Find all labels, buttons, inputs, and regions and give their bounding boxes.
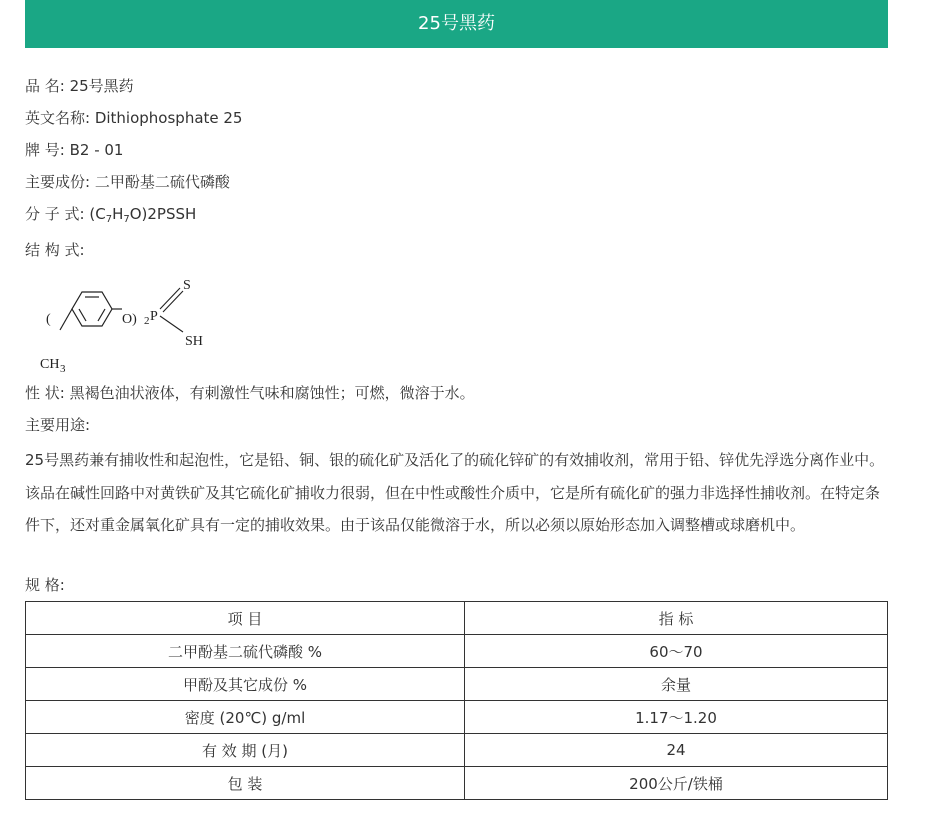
spec-table [25,601,888,800]
benzene-ring [72,292,112,326]
formula-h-subscript: 7 [123,214,130,225]
main-component: 主要成份: 二甲酚基二硫代磷酸 [25,173,230,191]
single-bond-sh [160,316,183,332]
product-name: 品 名: 25号黑药 [25,77,134,95]
formula-c-subscript: 7 [105,214,113,225]
appearance-properties: 性 状: 黑褐色油状液体，有刺激性气味和腐蚀性；可燃，微溶于水。 [25,384,475,402]
molecular-formula [25,204,196,224]
double-bond-b [163,291,183,312]
table-header-row [26,602,888,635]
methyl-bond [60,309,72,330]
table-row [26,635,888,668]
table-row [26,734,888,767]
structure-label: 结 构 式: [25,241,85,259]
structural-formula-diagram [25,272,225,380]
uses-text: 25号黑药兼有捕收性和起泡性，它是铅、铜、银的硫化矿及活化了的硫化锌矿的有效捕收剂，常用于铅、锌优先浮选分离作业中。该品在碱性回路中对黄铁矿及其它硫化矿捕收力很弱，但在中性或酸性介质中，它是所有硫化矿的强力非选择性捕收剂。在特定条件下，还对重金属氧化矿具有一定的捕收效果。由于该品仅能微溶于水，所以必须以原始形态加入调整槽或球磨机中。 [25,451,885,534]
methyl-c: CH [40,357,60,372]
row-item: 包 装 [26,767,465,800]
sulfhydryl-group: SH [185,334,203,349]
formula-prefix: 分 子 式: (C [25,205,106,223]
grade-number: 牌 号: B2 - 01 [25,141,124,159]
table-row [26,701,888,734]
sulfur-double: S [183,278,191,293]
header-value: 指 标 [465,602,888,635]
uses-label: 主要用途: [25,416,91,434]
row-value: 1.17～1.20 [465,701,888,734]
phosphorus-atom: P [150,309,158,324]
row-value: 余量 [465,668,888,701]
table-row [26,668,888,701]
methyl-subscript: 3 [60,363,66,375]
page-title: 25号黑药 [25,0,888,48]
oxygen-group: O) [122,312,137,327]
row-value: 60～70 [465,635,888,668]
row-item: 密度 (20℃) g/ml [26,701,465,734]
table-row [26,767,888,800]
formula-h: H [112,205,124,223]
open-parenthesis: ( [46,312,51,327]
row-value: 24 [465,734,888,767]
spec-label: 规 格: [25,576,65,594]
header-item: 项 目 [26,602,465,635]
english-name: 英文名称: Dithiophosphate 25 [25,109,243,127]
row-value: 200公斤/铁桶 [465,767,888,800]
row-item: 二甲酚基二硫代磷酸 % [26,635,465,668]
double-bond-a [160,288,180,309]
formula-suffix: O)2PSSH [129,205,197,223]
oxygen-subscript: 2 [144,315,150,327]
row-item: 甲酚及其它成份 % [26,668,465,701]
row-item: 有 效 期 (月) [26,734,465,767]
